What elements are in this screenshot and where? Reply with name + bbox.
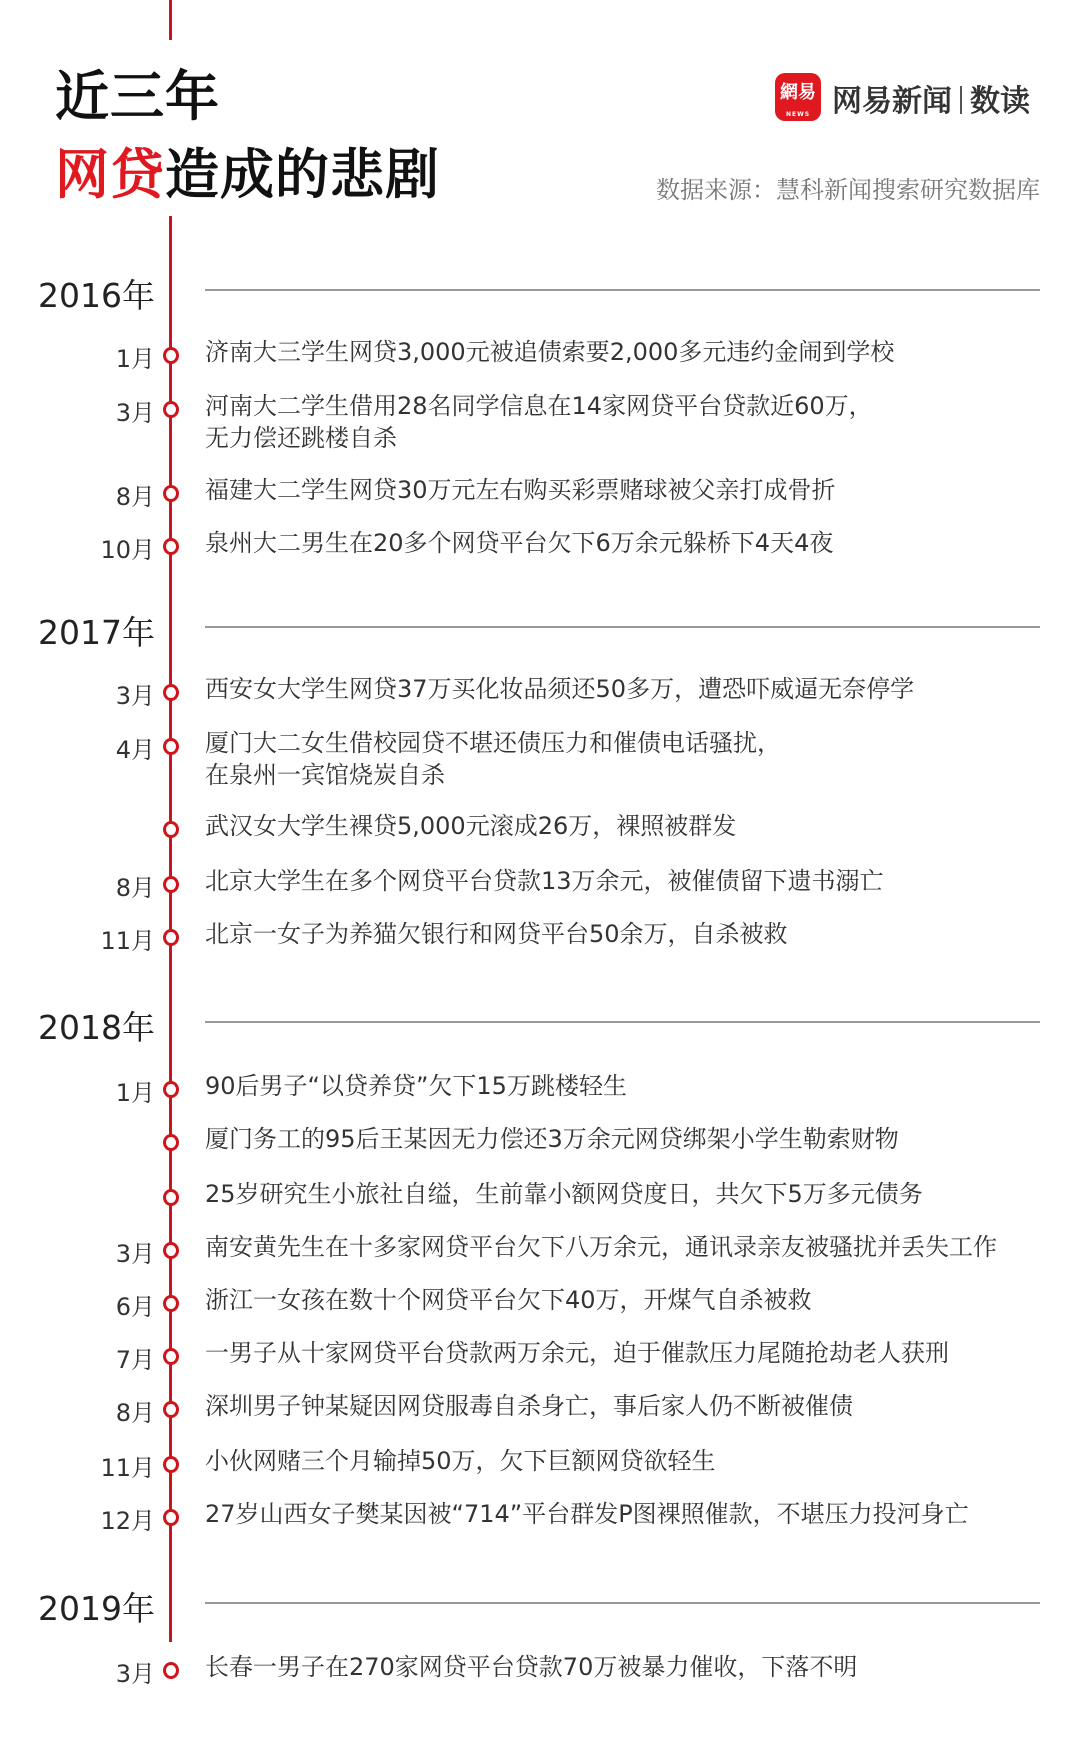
logo-text: 網易 [780, 82, 816, 103]
event-month: 8月 [115, 874, 155, 902]
data-source: 数据来源：慧科新闻搜索研究数据库 [656, 176, 1040, 204]
event-month: 7月 [115, 1346, 155, 1374]
event-text: 南安黄先生在十多家网贷平台欠下八万余元，通讯录亲友被骚扰并丢失工作 [205, 1233, 997, 1261]
event-text: 27岁山西女子樊某因被“714”平台群发P图裸照催款，不堪压力投河身亡 [205, 1500, 969, 1528]
event-text: 90后男子“以贷养贷”欠下15万跳楼轻生 [205, 1072, 627, 1100]
timeline-line-top [169, 0, 172, 40]
event-month: 3月 [115, 1240, 155, 1268]
title-highlight: 网贷 [55, 143, 165, 206]
event-text: 厦门务工的95后王某因无力偿还3万余元网贷绑架小学生勒索财物 [205, 1125, 899, 1153]
event-month: 3月 [115, 399, 155, 427]
timeline-dot-icon [163, 538, 179, 555]
brand-separator [960, 86, 962, 114]
year-divider [205, 289, 1040, 291]
timeline-dot-icon [163, 929, 179, 946]
event-text: 小伙网赌三个月输掉50万，欠下巨额网贷欲轻生 [205, 1447, 716, 1475]
timeline-dot-icon [163, 1189, 179, 1206]
event-month: 3月 [115, 1660, 155, 1688]
timeline-dot-icon [163, 485, 179, 502]
title-line-2 [55, 132, 440, 209]
timeline-dot-icon [163, 347, 179, 364]
event-text: 25岁研究生小旅社自缢，生前靠小额网贷度日，共欠下5万多元债务 [205, 1180, 923, 1208]
event-text: 厦门大二女生借校园贷不堪还债压力和催债电话骚扰， [205, 729, 781, 757]
event-text: 泉州大二男生在20多个网贷平台欠下6万余元躲桥下4天4夜 [205, 529, 834, 557]
event-month: 11月 [100, 1454, 155, 1482]
timeline-dot-icon [163, 1134, 179, 1151]
timeline-dot-icon [163, 1242, 179, 1259]
event-month: 3月 [115, 682, 155, 710]
event-text: 长春一男子在270家网贷平台贷款70万被暴力催收，下落不明 [205, 1653, 858, 1681]
event-month: 1月 [115, 345, 155, 373]
event-month: 11月 [100, 927, 155, 955]
timeline-dot-icon [163, 1081, 179, 1098]
event-month: 8月 [115, 1399, 155, 1427]
timeline-dot-icon [163, 876, 179, 893]
timeline-dot-icon [163, 738, 179, 755]
event-text: 无力偿还跳楼自杀 [205, 424, 397, 452]
year-divider [205, 626, 1040, 628]
event-text: 北京一女子为养猫欠银行和网贷平台50余万，自杀被救 [205, 920, 788, 948]
event-month: 10月 [100, 536, 155, 564]
year-heading: 2017年 [38, 613, 155, 652]
timeline-dot-icon [163, 1456, 179, 1473]
event-month: 4月 [115, 736, 155, 764]
event-text: 一男子从十家网贷平台贷款两万余元，迫于催款压力尾随抢劫老人获刑 [205, 1339, 949, 1367]
event-text: 在泉州一宾馆烧炭自杀 [205, 761, 445, 789]
timeline-dot-icon [163, 1348, 179, 1365]
event-text: 济南大三学生网贷3,000元被追债索要2,000多元违约金闹到学校 [205, 338, 895, 366]
netease-news-logo-icon [775, 73, 821, 121]
year-heading: 2019年 [38, 1589, 155, 1628]
event-month: 12月 [100, 1507, 155, 1535]
brand-section: 数读 [970, 84, 1030, 119]
title-rest: 造成的悲剧 [165, 143, 440, 206]
event-text: 西安女大学生网贷37万买化妆品须还50多万，遭恐吓威逼无奈停学 [205, 675, 915, 703]
timeline-dot-icon [163, 1509, 179, 1526]
timeline-dot-icon [163, 821, 179, 838]
timeline-dot-icon [163, 1295, 179, 1312]
year-divider [205, 1602, 1040, 1604]
logo-sub: NEWS [785, 111, 811, 118]
year-heading: 2016年 [38, 276, 155, 315]
timeline-dot-icon [163, 401, 179, 418]
title-line-1: 近三年 [55, 65, 220, 128]
event-text: 北京大学生在多个网贷平台贷款13万余元，被催债留下遗书溺亡 [205, 867, 884, 895]
event-month: 8月 [115, 483, 155, 511]
event-month: 6月 [115, 1293, 155, 1321]
event-text: 河南大二学生借用28名同学信息在14家网贷平台贷款近60万， [205, 392, 873, 420]
event-text: 武汉女大学生裸贷5,000元滚成26万，裸照被群发 [205, 812, 737, 840]
event-text: 深圳男子钟某疑因网贷服毒自杀身亡，事后家人仍不断被催债 [205, 1392, 853, 1420]
year-divider [205, 1021, 1040, 1023]
event-text: 福建大二学生网贷30万元左右购买彩票赌球被父亲打成骨折 [205, 476, 836, 504]
brand-name: 网易新闻 [832, 84, 952, 119]
timeline-dot-icon [163, 684, 179, 701]
timeline-dot-icon [163, 1662, 179, 1679]
event-month: 1月 [115, 1079, 155, 1107]
timeline-dot-icon [163, 1401, 179, 1418]
event-text: 浙江一女孩在数十个网贷平台欠下40万，开煤气自杀被救 [205, 1286, 812, 1314]
year-heading: 2018年 [38, 1008, 155, 1047]
brand [832, 76, 1030, 120]
